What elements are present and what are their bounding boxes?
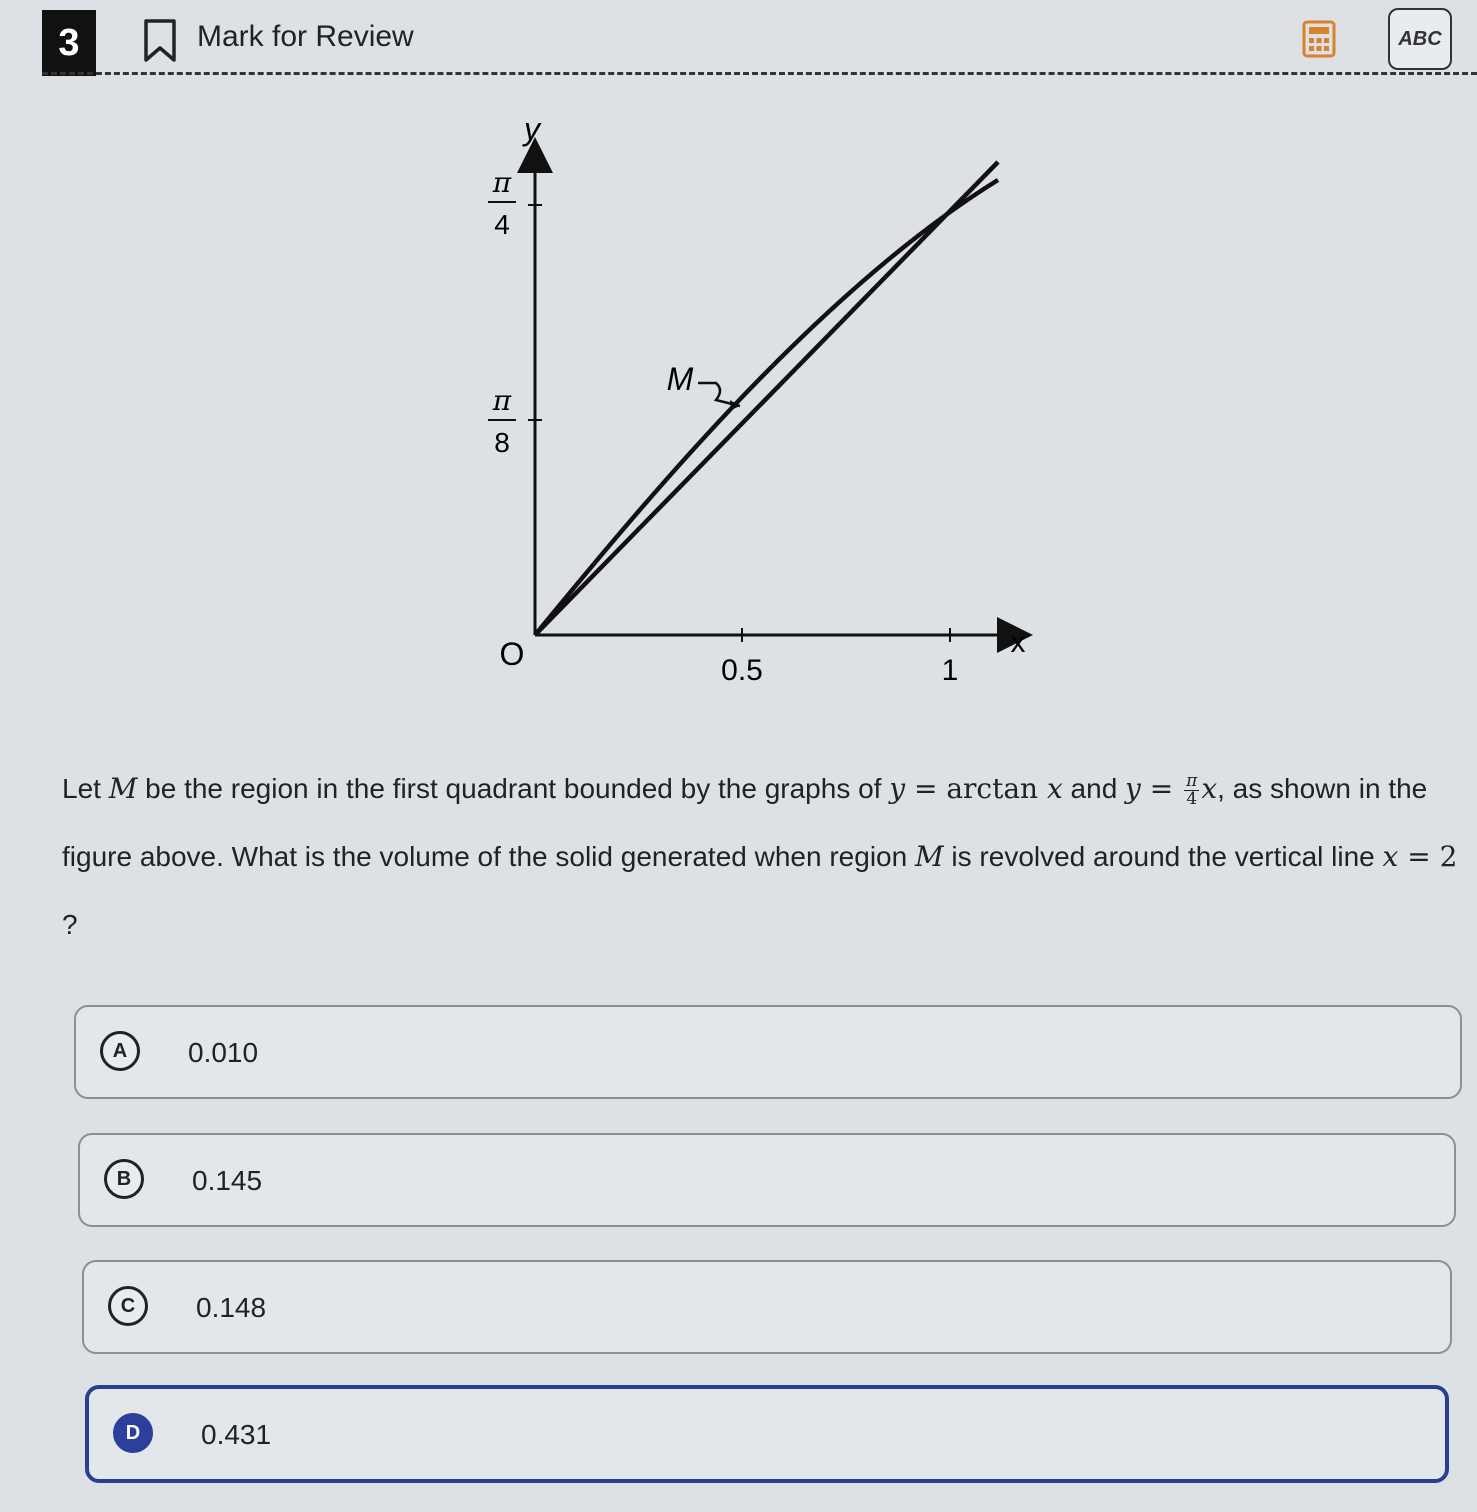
graph-figure xyxy=(440,100,1060,720)
y-tick-den: 4 xyxy=(494,209,510,240)
x-tick-label: 1 xyxy=(941,654,959,687)
top-bar xyxy=(0,0,1477,78)
mark-for-review-button[interactable]: Mark for Review xyxy=(197,20,414,53)
answer-eliminator-button[interactable] xyxy=(1388,8,1452,70)
x-tick-1 xyxy=(942,628,959,687)
y-tick-num: π xyxy=(492,166,512,199)
bookmark-icon[interactable] xyxy=(140,18,180,64)
choice-letter-badge: D xyxy=(113,1413,153,1453)
y-axis-label: y xyxy=(524,111,540,147)
origin-label: O xyxy=(499,636,525,672)
choice-c[interactable] xyxy=(82,1260,1452,1354)
x-tick-0-5 xyxy=(721,628,763,687)
choice-value: 0.431 xyxy=(201,1419,272,1450)
x-tick-label: 0.5 xyxy=(721,654,763,687)
choice-letter-badge: B xyxy=(104,1159,144,1199)
calculator-icon[interactable] xyxy=(1302,20,1336,58)
question-text: Let M be the region in the first quadrant bounded by the graphs of y = arctan x and y = $\frac{\pi}{4}$ x, as shown in the figure above. What is the volume of the solid generated when region M is revolved around the vertical line x = 2 ? xyxy=(62,771,1458,940)
choice-a[interactable] xyxy=(74,1005,1462,1099)
x-axis-label: x xyxy=(1010,626,1026,659)
y-tick-num: π xyxy=(492,384,512,417)
choice-letter-badge: A xyxy=(100,1031,140,1071)
choice-value: 0.148 xyxy=(196,1292,267,1323)
choice-d[interactable] xyxy=(85,1385,1449,1483)
choice-value: 0.010 xyxy=(188,1037,259,1068)
question-number: 3 xyxy=(42,10,96,76)
y-tick-den: 8 xyxy=(494,427,510,458)
abc-label: ABC xyxy=(1398,27,1442,50)
choice-value: 0.145 xyxy=(192,1165,263,1196)
pi-over-4-fraction: $\frac{\pi}{4}$ xyxy=(1186,771,1198,810)
region-label-M: M xyxy=(666,361,694,397)
line-pi-over-4-x xyxy=(535,162,998,635)
choice-letter-badge: C xyxy=(108,1286,148,1326)
choice-b[interactable] xyxy=(78,1133,1456,1227)
header-divider xyxy=(42,72,1477,75)
